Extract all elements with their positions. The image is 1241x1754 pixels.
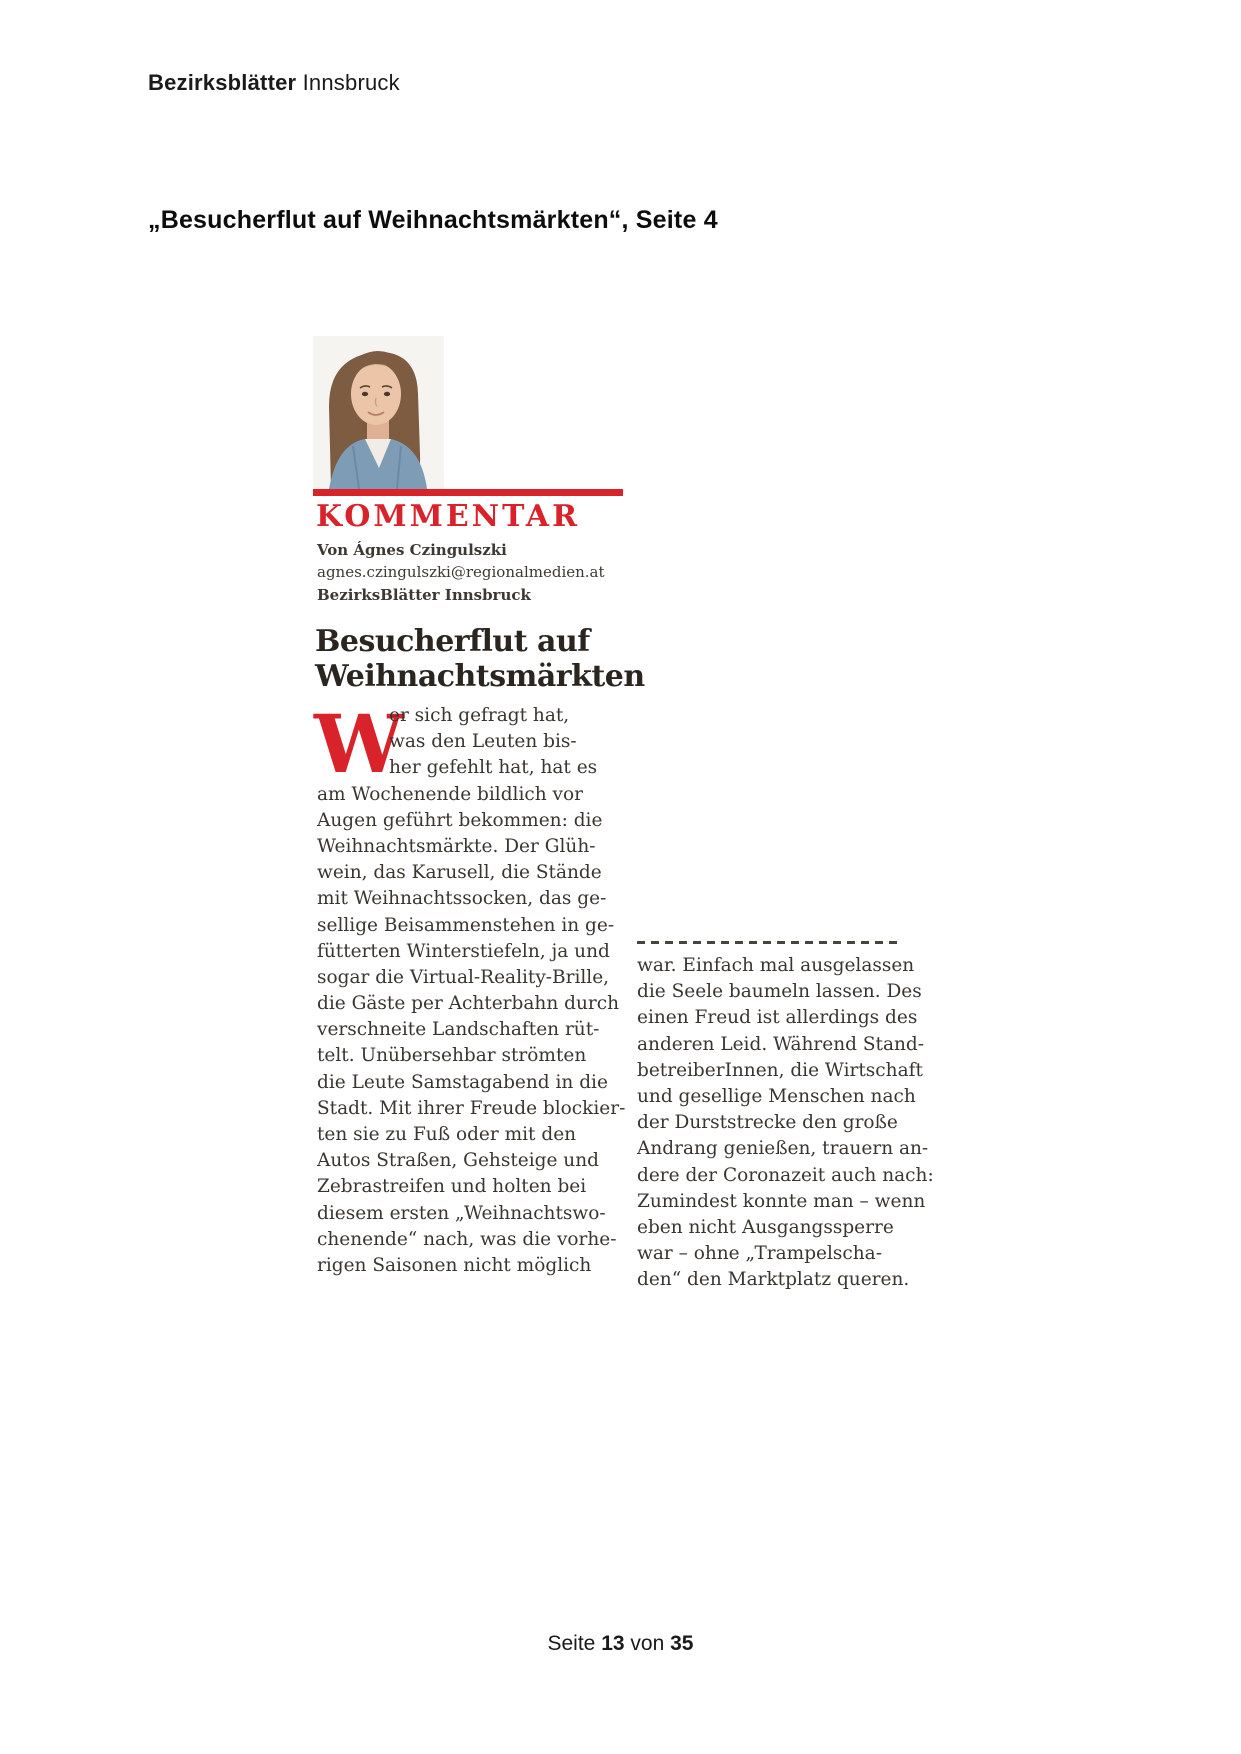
brand-edition: Innsbruck: [302, 70, 400, 95]
article-text-line: die Seele baumeln lassen. Des: [637, 981, 922, 1003]
article-text-line: Zebrastreifen und holten bei: [317, 1176, 587, 1198]
article-text-line: verschneite Landschaften rüt-: [317, 1019, 600, 1041]
article-text-line: den“ den Marktplatz queren.: [637, 1269, 910, 1291]
article-text-line: fütterten Winterstiefeln, ja und: [317, 940, 610, 962]
article-text-line: Autos Straßen, Gehsteige und: [317, 1150, 599, 1172]
brand-name: Bezirksblätter: [148, 70, 297, 95]
article-text-line: eben nicht Ausgangssperre: [637, 1216, 894, 1238]
page-footer: [0, 1632, 1241, 1656]
dropcap-w: W: [314, 697, 404, 791]
red-divider-bar: [313, 489, 623, 496]
footer-current-page: 13: [601, 1632, 625, 1655]
article-text-line: diesem ersten „Weihnachtswo-: [317, 1202, 606, 1224]
article-text-line: die Leute Samstagabend in die: [317, 1071, 608, 1093]
article-text-line: dere der Coronazeit auch nach:: [637, 1164, 934, 1186]
article-text-line: und gesellige Menschen nach: [637, 1085, 916, 1107]
article-text-line: am Wochenende bildlich vor: [317, 783, 583, 805]
article-text-line: einen Freud ist allerdings des: [637, 1007, 918, 1029]
article-text-line: sogar die Virtual-Reality-Brille,: [317, 966, 610, 988]
article-text-line: rigen Saisonen nicht möglich: [317, 1254, 592, 1276]
article-text-line: er sich gefragt hat,: [389, 705, 570, 726]
article-title-line1: Besucherflut auf: [315, 624, 590, 659]
article-text-line: Zumindest konnte man – wenn: [637, 1190, 926, 1212]
article-column-1: [317, 703, 626, 1279]
article-title-line2: Weihnachtsmärkten: [315, 659, 645, 694]
page-title: „Besucherflut auf Weihnachtsmärkten“, Seite 4: [148, 206, 718, 234]
article-text-line: mit Weihnachtssocken, das ge-: [317, 888, 607, 910]
footer-of-label: von: [630, 1632, 665, 1655]
article-text-line: ten sie zu Fuß oder mit den: [317, 1124, 577, 1145]
article-column-2-text: [637, 953, 934, 1293]
article-text-line: her gefehlt hat, hat es: [389, 757, 598, 779]
article-text-line: was den Leuten bis-: [389, 731, 577, 753]
article-text-line: sellige Beisammenstehen in ge-: [317, 914, 615, 936]
article-text-line: Augen geführt bekommen: die: [317, 809, 603, 831]
article-text-line: war – ohne „Trampelscha-: [637, 1243, 882, 1265]
kicker-kommentar: KOMMENTAR: [316, 499, 580, 534]
article-text-line: anderen Leid. Während Stand-: [637, 1033, 925, 1055]
byline: Von Ágnes Czingulszki: [317, 541, 507, 559]
footer-page-label: Seite: [547, 1632, 596, 1655]
article-text-line: Andrang genießen, trauern an-: [637, 1138, 929, 1160]
author-photo: [313, 336, 444, 489]
article-text-line: betreiberInnen, die Wirtschaft: [637, 1059, 923, 1081]
article-text-line: der Durststrecke den große: [637, 1112, 898, 1134]
article-text-line: war. Einfach mal ausgelassen: [637, 955, 915, 976]
author-email: agnes.czingulszki@regionalmedien.at: [317, 563, 605, 581]
article-text-line: telt. Unübersehbar strömten: [317, 1045, 587, 1067]
article-text-line: die Gäste per Achterbahn durch: [317, 993, 619, 1015]
article-text-line: chenende“ nach, was die vorhe-: [317, 1228, 617, 1250]
article-text-line: Stadt. Mit ihrer Freude blockier-: [317, 1097, 626, 1119]
publication-name: BezirksBlätter Innsbruck: [317, 586, 531, 604]
article-title: [315, 624, 645, 694]
article-column-2: [637, 938, 934, 1293]
clipped-text-fragments: [637, 941, 899, 944]
article-text-line: wein, das Karusell, die Stände: [317, 862, 602, 884]
article-text-line: Weihnachtsmärkte. Der Glüh-: [317, 835, 596, 857]
footer-total-pages: 35: [670, 1632, 694, 1655]
